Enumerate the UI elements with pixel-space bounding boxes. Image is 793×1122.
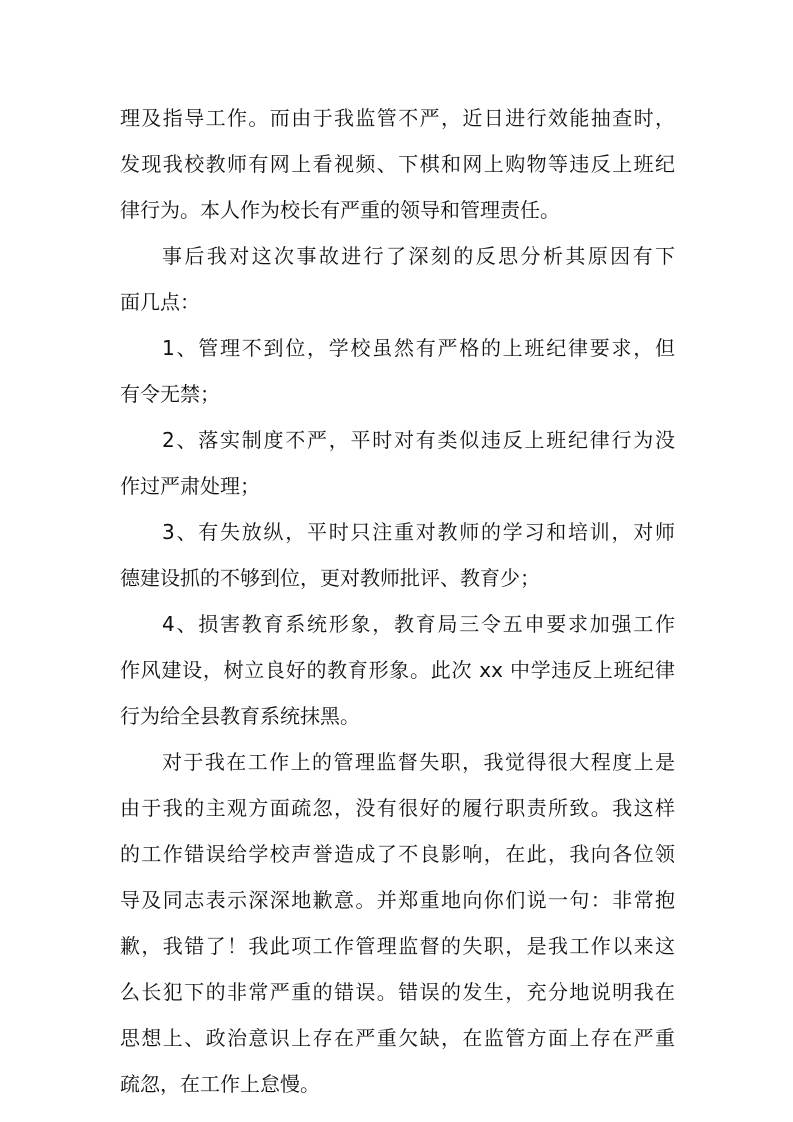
- list-item-3-line: 3、有失放纵，平时只注重对教师的学习和培训，对师: [162, 520, 675, 544]
- text-line: 理及指导工作。而由于我监管不严，近日进行效能抽查时，: [120, 106, 675, 130]
- text-line: 导及同志表示深深地歉意。并郑重地向你们说一句：非常抱: [120, 888, 675, 912]
- text-line: 疏忽，在工作上怠慢。: [120, 1072, 320, 1096]
- text-line: 律行为。本人作为校长有严重的领导和管理责任。: [120, 198, 560, 222]
- list-item-4-line: 4、损害教育系统形象，教育局三令五申要求加强工作: [162, 612, 675, 636]
- text-line: 面几点：: [120, 290, 200, 314]
- list-item-2-line: 作过严肃处理；: [120, 474, 260, 498]
- text-line: 对于我在工作上的管理监督失职，我觉得很大程度上是: [162, 750, 675, 774]
- list-item-1-line: 有令无禁；: [120, 382, 220, 406]
- list-item-4-line: 行为给全县教育系统抹黑。: [120, 704, 360, 728]
- list-item-4-line: 作风建设，树立良好的教育形象。此次 xx 中学违反上班纪律: [120, 658, 675, 682]
- text-line: 由于我的主观方面疏忽，没有很好的履行职责所致。我这样: [120, 796, 675, 820]
- text-line: 发现我校教师有网上看视频、下棋和网上购物等违反上班纪: [120, 152, 675, 176]
- document-page: [120, 95, 675, 1107]
- list-item-3-line: 德建设抓的不够到位，更对教师批评、教育少；: [120, 566, 540, 590]
- text-line: 事后我对这次事故进行了深刻的反思分析其原因有下: [162, 244, 675, 268]
- text-line: 的工作错误给学校声誉造成了不良影响，在此，我向各位领: [120, 842, 675, 866]
- list-item-2-line: 2、落实制度不严，平时对有类似违反上班纪律行为没: [162, 428, 675, 452]
- list-item-1-line: 1、管理不到位，学校虽然有严格的上班纪律要求，但: [162, 336, 675, 360]
- text-line: 歉，我错了！我此项工作管理监督的失职，是我工作以来这: [120, 934, 675, 958]
- text-line: 思想上、政治意识上存在严重欠缺，在监管方面上存在严重: [120, 1026, 675, 1050]
- text-line: 么长犯下的非常严重的错误。错误的发生，充分地说明我在: [120, 980, 675, 1004]
